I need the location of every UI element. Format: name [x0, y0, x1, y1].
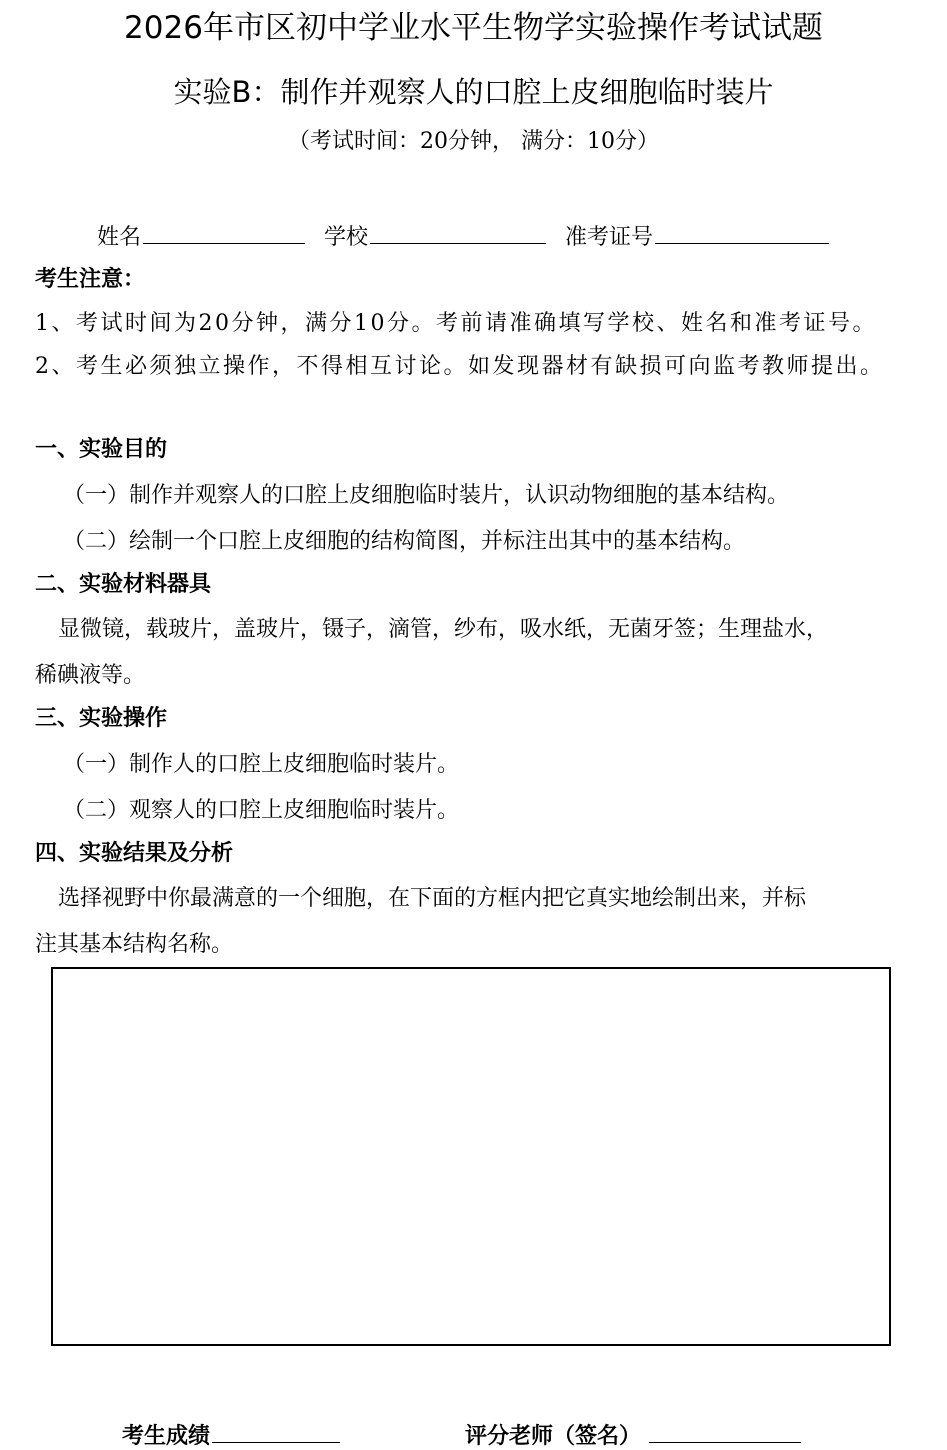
purpose-heading: 一、实验目的: [35, 436, 168, 462]
materials-line: 稀碘液等。: [35, 663, 146, 688]
drawing-box[interactable]: [51, 967, 891, 1346]
results-line: 注其基本结构名称。: [35, 932, 234, 957]
score-field[interactable]: [212, 1422, 340, 1443]
score-row: [122, 1419, 340, 1450]
exam-title: 2026年市区初中学业水平生物学实验操作考试试题: [124, 10, 823, 46]
school-label: 学校: [324, 225, 369, 250]
id-field[interactable]: [655, 223, 829, 244]
operation-heading: 三、实验操作: [35, 705, 168, 731]
notice-heading: 考生注意：: [35, 266, 146, 292]
candidate-info-row: [97, 220, 829, 251]
materials-heading: 二、实验材料器具: [35, 571, 212, 597]
materials-line: 显微镜，载玻片，盖玻片，镊子，滴管，纱布，吸水纸，无菌牙签；生理盐水，: [58, 617, 829, 642]
purpose-item: （二）绘制一个口腔上皮细胞的结构简图，并标注出其中的基本结构。: [63, 529, 746, 554]
notice-item: 2、考生必须独立操作，不得相互讨论。如发现器材有缺损可向监考教师提出。: [35, 354, 885, 379]
name-label: 姓名: [97, 225, 142, 250]
operation-item: （一）制作人的口腔上皮细胞临时装片。: [63, 752, 460, 777]
results-line: 选择视野中你最满意的一个细胞，在下面的方框内把它真实地绘制出来，并标: [58, 886, 807, 911]
grader-row: [465, 1419, 801, 1450]
grader-signature-field[interactable]: [649, 1422, 801, 1443]
exam-time-info: （考试时间：20分钟， 满分：10分）: [288, 129, 659, 154]
name-field[interactable]: [143, 223, 305, 244]
operation-item: （二）观察人的口腔上皮细胞临时装片。: [63, 798, 460, 823]
results-heading: 四、实验结果及分析: [35, 840, 234, 866]
grader-label: 评分老师（签名）: [465, 1423, 642, 1449]
experiment-subtitle: 实验B：制作并观察人的口腔上皮细胞临时装片: [173, 75, 774, 109]
notice-item: 1、考试时间为20分钟，满分10分。考前请准确填写学校、姓名和准考证号。: [35, 311, 877, 336]
score-label: 考生成绩: [122, 1423, 211, 1449]
purpose-item: （一）制作并观察人的口腔上皮细胞临时装片，认识动物细胞的基本结构。: [63, 483, 790, 508]
id-label: 准考证号: [565, 225, 654, 250]
school-field[interactable]: [370, 223, 546, 244]
